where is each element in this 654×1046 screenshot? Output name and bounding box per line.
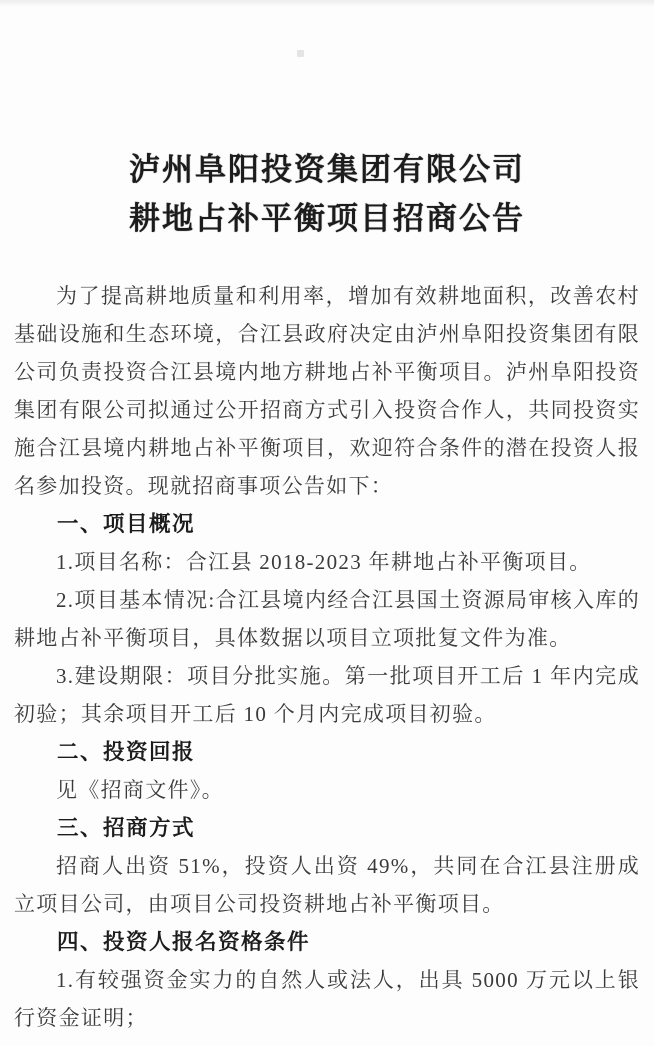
title-body-spacer — [0, 243, 654, 277]
section-1-heading: 一、项目概况 — [57, 512, 196, 536]
section-1-paragraph-2: 2.项目基本情况:合江县境内经合江县国土资源局审核入库的耕地占补平衡项目，具体数据以项目立项批复文件为准。 — [14, 588, 640, 650]
document-title-line-1: 泸州阜阳投资集团有限公司 — [129, 152, 525, 187]
section-1-paragraph-3: 3.建设期限：项目分批实施。第一批项目开工后 1 年内完成初验；其余项目开工后 10 个月内完成项目初验。 — [14, 664, 640, 726]
section-2-heading: 二、投资回报 — [57, 740, 196, 764]
section-1-paragraph-1: 1.项目名称：合江县 2018-2023 年耕地占补平衡项目。 — [56, 550, 592, 574]
section-4-heading: 四、投资人报名资格条件 — [57, 930, 311, 954]
intro-paragraph: 为了提高耕地质量和利用率，增加有效耕地面积，改善农村基础设施和生态环境，合江县政府决定由泸州阜阳投资集团有限公司负责投资合江县境内地方耕地占补平衡项目。泸州阜阳投资集团有限公司拟通过公开招商方式引入投资合作人，共同投资实施合江县境内耕地占补平衡项目，欢迎符合条件的潜在投资人报名参加投资。现就招商事项公告如下： — [14, 284, 640, 498]
section-4-paragraph-1: 1.有较强资金实力的自然人或法人，出具 5000 万元以上银行资金证明； — [14, 968, 640, 1030]
document-title — [0, 145, 654, 243]
section-2-paragraph-1: 见《招商文件》。 — [56, 778, 224, 802]
section-3-paragraph-1: 招商人出资 51%，投资人出资 49%，共同在合江县注册成立项目公司，由项目公司投资耕地占补平衡项目。 — [14, 854, 640, 916]
scan-speck-artifact — [297, 50, 304, 57]
scan-edge-artifact — [0, 0, 654, 7]
document-title-line-2: 耕地占补平衡项目招商公告 — [129, 201, 525, 236]
section-3-heading: 三、招商方式 — [57, 816, 196, 840]
